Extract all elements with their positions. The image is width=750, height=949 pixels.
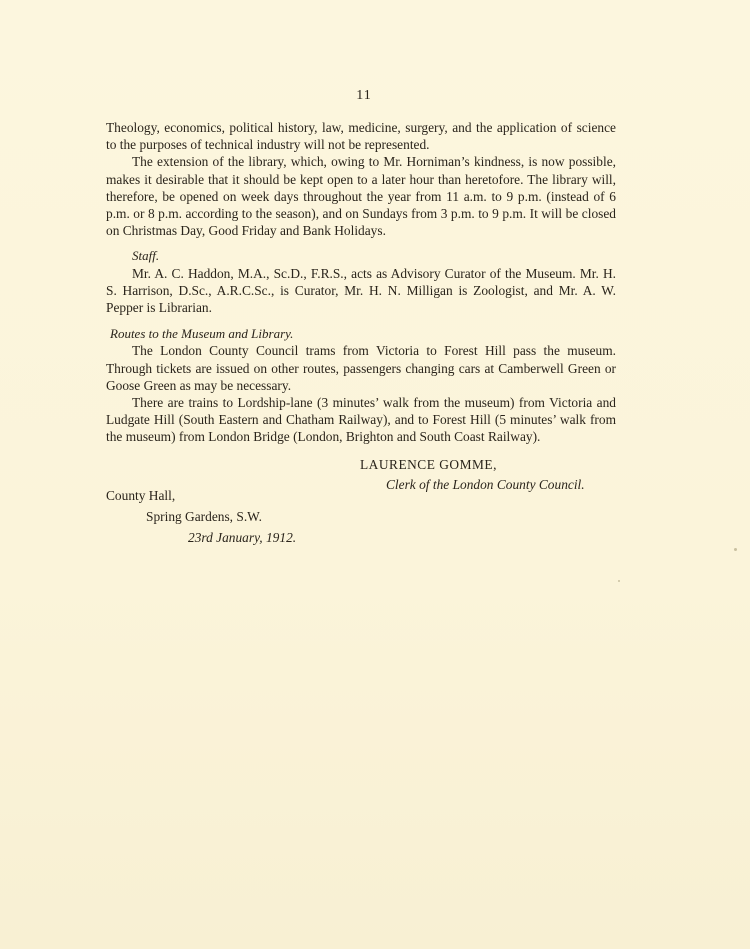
paper-speck bbox=[734, 548, 737, 551]
paragraph-exclusions: Theology, economics, political history, law, medicine, surgery, and the application of science to the purposes of technical industry will not be represented. bbox=[106, 120, 616, 153]
paper-speck bbox=[618, 580, 620, 582]
staff-heading: Staff. bbox=[132, 248, 160, 264]
routes-heading: Routes to the Museum and Library. bbox=[110, 326, 294, 342]
paragraph-library-hours: The extension of the library, which, owing to Mr. Horniman’s kindness, is now possible, makes it desirable that it should be kept open to a later hour than heretofore. The library will, therefore, be opened on week days throughout the year from 11 a.m. to 9 p.m. (instead of 6 p.m. or 8 p.m. according to the season), and on Sundays from 3 p.m. to 9 p.m. It will be closed on Christmas Day, Good Friday and Bank Holidays. bbox=[106, 154, 616, 239]
address-line-1: County Hall, bbox=[106, 488, 176, 503]
page-number: 11 bbox=[356, 88, 372, 103]
paragraph-staff: Mr. A. C. Haddon, M.A., Sc.D., F.R.S., acts as Advisory Curator of the Museum. Mr. H. S. Harrison, D.Sc., A.R.C.Sc., is Curator, Mr. H. N. Milligan is Zoologist, and Mr. A. W. Pepper is Librarian. bbox=[106, 265, 616, 316]
address-block bbox=[106, 485, 296, 548]
address-date: 23rd January, 1912. bbox=[188, 530, 297, 545]
signatory-role: Clerk of the London County Council. bbox=[386, 477, 585, 492]
signatory-name: LAURENCE GOMME, bbox=[360, 457, 497, 472]
signature-block bbox=[360, 455, 585, 495]
paragraph-trams: The London County Council trams from Victoria to Forest Hill pass the museum. Through tickets are issued on other routes, passengers changing cars at Camberwell Green or Goose Green as may be necessary. bbox=[106, 343, 616, 393]
body-text bbox=[106, 119, 616, 446]
paragraph-trains: There are trains to Lordship-lane (3 minutes’ walk from the museum) from Victoria and Ludgate Hill (South Eastern and Chatham Railway), and to Forest Hill (5 minutes’ walk from the museum) from London Bridge (London, Brighton and South Coast Railway). bbox=[106, 395, 616, 445]
address-line-2: Spring Gardens, S.W. bbox=[146, 509, 262, 524]
